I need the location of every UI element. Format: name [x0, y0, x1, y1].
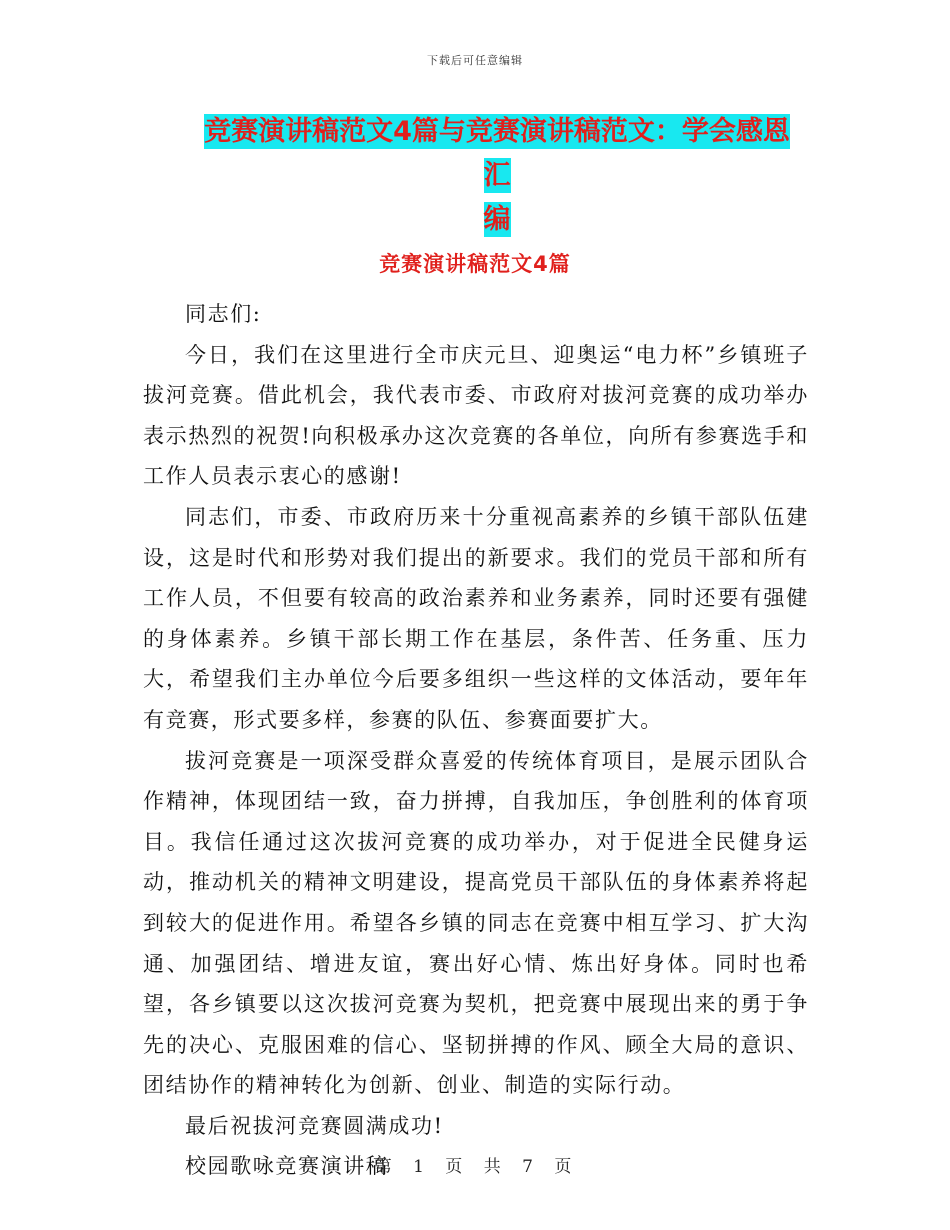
page-header-note: 下载后可任意编辑 [427, 54, 523, 67]
paragraph: 同志们，市委、市政府历来十分重视高素养的乡镇干部队伍建设，这是时代和形势对我们提出的新要求。我们的党员干部和所有工作人员，不但要有较高的政治素养和业务素养，同时还要有强健的身体素养。乡镇干部长期工作在基层，条件苦、任务重、压力大，希望我们主办单位今后要多组织一些这样的文体活动，要年年有竞赛，形式要多样，参赛的队伍、参赛面要扩大。 [143, 504, 809, 732]
document-title [192, 110, 802, 242]
paragraph: 最后祝拔河竞赛圆满成功! [185, 1113, 444, 1138]
document-title-line1: 竞赛演讲稿范文4篇与竞赛演讲稿范文：学会感恩汇 [204, 116, 790, 191]
paragraph-salutation: 同志们: [185, 302, 262, 326]
paragraph-subheading: 校园歌咏竞赛演讲稿 [185, 1154, 389, 1179]
document-body [143, 294, 809, 1187]
section-title: 竞赛演讲稿范文4篇 [379, 252, 571, 276]
paragraph: 拔河竞赛是一项深受群众喜爱的传统体育项目，是展示团队合作精神，体现团结一致，奋力拼搏，自我加压，争创胜利的体育项目。我信任通过这次拔河竞赛的成功举办，对于促进全民健身运动，推动机关的精神文明建设，提高党员干部队伍的身体素养将起到较大的促进作用。希望各乡镇的同志在竞赛中相互学习、扩大沟通、加强团结、增进友谊，赛出好心情、炼出好身体。同时也希望，各乡镇要以这次拔河竞赛为契机，把竞赛中展现出来的勇于争先的决心、克服困难的信心、坚韧拼搏的作风、顾全大局的意识、团结协作的精神转化为创新、创业、制造的实际行动。 [143, 748, 809, 1098]
page-number-footer: 第 1 页 共 7 页 [374, 1157, 576, 1177]
paragraph: 今日，我们在这里进行全市庆元旦、迎奥运“电力杯”乡镇班子拔河竞赛。借此机会，我代表市委、市政府对拔河竞赛的成功举办表示热烈的祝贺!向积极承办这次竞赛的各单位，向所有参赛选手和工作人员表示衷心的感谢! [143, 342, 809, 489]
document-title-line2: 编 [483, 204, 511, 235]
